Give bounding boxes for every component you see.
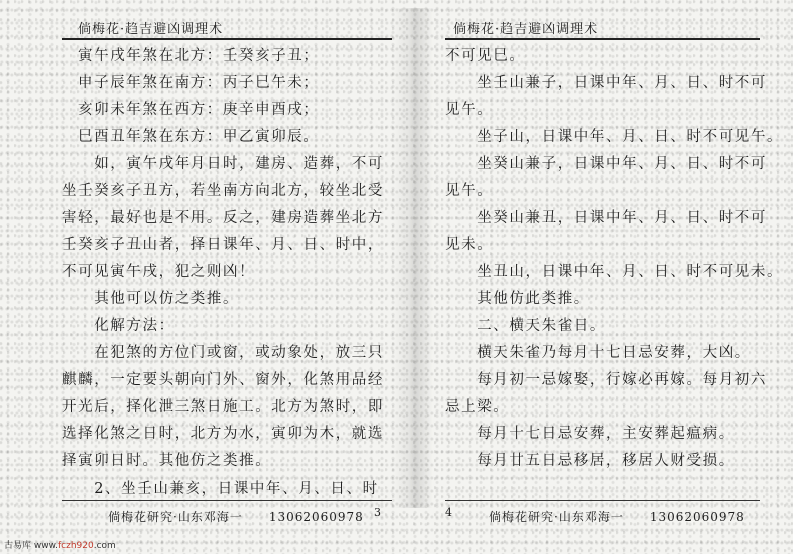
watermark-prefix: 古易库 www. [4,541,58,551]
text-line: 忌上梁。 [445,399,510,415]
text-line: 2、坐壬山兼亥，日课中年、月、日、时 [62,481,379,497]
text-line: 二、横天朱雀日。 [445,318,606,334]
left-page-number: 3 [374,506,381,519]
text-line: 巳酉丑年煞在东方：甲乙寅卯辰。 [78,129,320,145]
right-header-title: 倘梅花·趋吉避凶调理术 [453,22,599,37]
left-header-rule [62,38,392,40]
right-page-header [445,14,760,38]
text-line: 害轻，最好也是不用。反之，建房造葬坐北方 [62,210,384,226]
right-footer-text: 倘梅花研究·山东邓海一 13062060978 [489,510,745,524]
text-line: 不可见寅午戌，犯之则凶！ [62,264,256,280]
text-line: 其他仿此类推。 [445,291,590,307]
right-header-rule [445,38,760,40]
left-footer-rule [62,500,392,501]
text-line: 见午。 [445,183,494,199]
text-line: 每月廿五日忌移居，移居人财受损。 [445,453,735,469]
text-line: 不可见巳。 [445,48,526,64]
text-line: 每月十七日忌安葬，主安葬起瘟病。 [445,426,735,442]
left-footer-text: 倘梅花研究·山东邓海一 13062060978 [108,510,364,524]
text-line: 坐子山，日课中年、月、日、时不可见午。 [445,129,784,145]
text-line: 坐壬山兼子，日课中年、月、日、时不可 [445,75,767,91]
text-line: 申子辰年煞在南方：丙子巳午未； [78,75,320,91]
watermark-suffix: .com [93,541,116,551]
right-page-number: 4 [445,506,452,519]
text-line: 如，寅午戌年月日时，建房、造葬，不可 [62,156,384,172]
text-line: 其他可以仿之类推。 [62,291,240,307]
text-line: 横天朱雀乃每月十七日忌安葬，大凶。 [445,345,751,361]
text-line: 坐癸山兼丑，日课中年、月、日、时不可 [445,210,767,226]
text-line: 坐癸山兼子，日课中年、月、日、时不可 [445,156,767,172]
text-line: 坐壬癸亥子丑方，若坐南方向北方，较坐北受 [62,183,384,199]
text-line: 选择化煞之日时，北方为水，寅卯为木，就选 [62,426,384,442]
text-line: 每月初一忌嫁娶，行嫁必再嫁。每月初六 [445,372,767,388]
left-page-header [62,14,392,38]
text-line: 开光后，择化泄三煞日施工。北方为煞时，即 [62,399,384,415]
text-line: 坐丑山，日课中年、月、日、时不可见未。 [445,264,784,280]
text-line: 亥卯未年煞在西方：庚辛申酉戌； [78,102,320,118]
watermark-accent: fczh920 [57,541,94,551]
text-line: 寅午戌年煞在北方：壬癸亥子丑； [78,48,320,64]
text-line: 在犯煞的方位门或窗，或动象处，放三只 [62,345,384,361]
text-line: 择寅卯日时。其他仿之类推。 [62,453,272,469]
right-footer-rule [445,500,760,501]
text-line: 化解方法： [62,318,175,334]
text-line: 麒麟，一定要头朝向门外、窗外，化煞用品经 [62,372,384,388]
text-line: 见未。 [445,237,494,253]
text-line: 见午。 [445,102,494,118]
site-watermark [4,538,116,551]
book-gutter [393,8,433,508]
text-line: 壬癸亥子丑山者，择日课年、月、日、时中， [62,237,384,253]
left-header-title: 倘梅花·趋吉避凶调理术 [78,22,224,37]
